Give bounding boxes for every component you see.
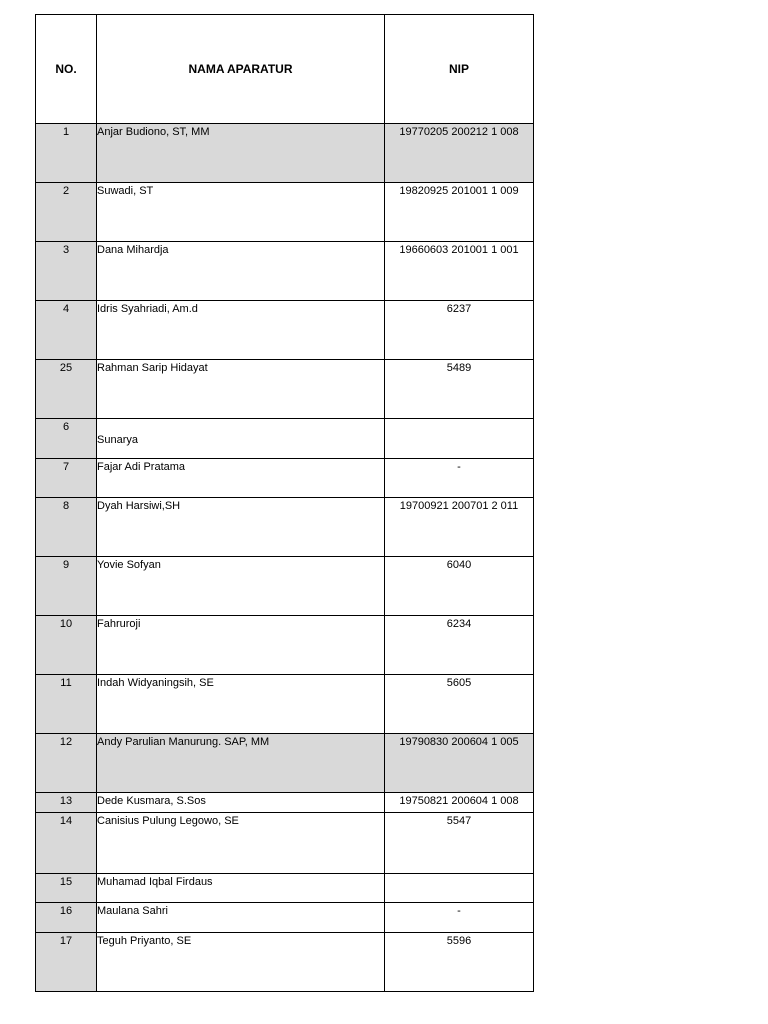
cell-name: Rahman Sarip Hidayat — [97, 360, 385, 419]
cell-no: 9 — [36, 557, 97, 616]
cell-name: Suwadi, ST — [97, 183, 385, 242]
cell-nip — [385, 419, 534, 459]
cell-no: 8 — [36, 498, 97, 557]
cell-name: Maulana Sahri — [97, 903, 385, 933]
table-row — [36, 903, 534, 933]
cell-name: Dyah Harsiwi,SH — [97, 498, 385, 557]
cell-no: 6 — [36, 419, 97, 459]
table-row — [36, 557, 534, 616]
cell-nip: - — [385, 903, 534, 933]
cell-name: Dana Mihardja — [97, 242, 385, 301]
cell-no: 14 — [36, 813, 97, 874]
table-row — [36, 813, 534, 874]
table-row — [36, 360, 534, 419]
table-row — [36, 183, 534, 242]
table-row — [36, 616, 534, 675]
cell-nip: 6040 — [385, 557, 534, 616]
cell-no: 15 — [36, 874, 97, 903]
cell-no: 1 — [36, 124, 97, 183]
cell-name: Anjar Budiono, ST, MM — [97, 124, 385, 183]
cell-no: 17 — [36, 933, 97, 992]
table-row — [36, 498, 534, 557]
cell-no: 16 — [36, 903, 97, 933]
cell-name: Fajar Adi Pratama — [97, 459, 385, 498]
cell-nip: 5489 — [385, 360, 534, 419]
cell-nip: 5547 — [385, 813, 534, 874]
cell-nip: - — [385, 459, 534, 498]
cell-name: Idris Syahriadi, Am.d — [97, 301, 385, 360]
cell-nip: 6237 — [385, 301, 534, 360]
header-name: NAMA APARATUR — [97, 15, 385, 124]
header-no: NO. — [36, 15, 97, 124]
table-row — [36, 734, 534, 793]
cell-no: 11 — [36, 675, 97, 734]
table-row — [36, 124, 534, 183]
cell-no: 3 — [36, 242, 97, 301]
spreadsheet-sheet — [35, 14, 533, 992]
table-row — [36, 933, 534, 992]
table-row — [36, 242, 534, 301]
cell-nip: 19660603 201001 1 001 — [385, 242, 534, 301]
cell-name: Dede Kusmara, S.Sos — [97, 793, 385, 813]
cell-nip: 19820925 201001 1 009 — [385, 183, 534, 242]
cell-nip: 19700921 200701 2 011 — [385, 498, 534, 557]
cell-name: Fahruroji — [97, 616, 385, 675]
cell-nip: 6234 — [385, 616, 534, 675]
cell-no: 2 — [36, 183, 97, 242]
cell-no: 10 — [36, 616, 97, 675]
cell-name: Andy Parulian Manurung. SAP, MM — [97, 734, 385, 793]
cell-nip: 5596 — [385, 933, 534, 992]
cell-no: 7 — [36, 459, 97, 498]
table-row — [36, 675, 534, 734]
table-header-row — [36, 15, 534, 124]
cell-name: Sunarya — [97, 419, 385, 459]
cell-nip: 19770205 200212 1 008 — [385, 124, 534, 183]
cell-no: 12 — [36, 734, 97, 793]
cell-no: 13 — [36, 793, 97, 813]
cell-nip: 19790830 200604 1 005 — [385, 734, 534, 793]
cell-nip — [385, 874, 534, 903]
cell-nip: 19750821 200604 1 008 — [385, 793, 534, 813]
table-row — [36, 793, 534, 813]
cell-name: Muhamad Iqbal Firdaus — [97, 874, 385, 903]
cell-no: 4 — [36, 301, 97, 360]
cell-nip: 5605 — [385, 675, 534, 734]
table-row — [36, 459, 534, 498]
header-nip: NIP — [385, 15, 534, 124]
cell-name: Yovie Sofyan — [97, 557, 385, 616]
cell-name: Indah Widyaningsih, SE — [97, 675, 385, 734]
cell-no: 25 — [36, 360, 97, 419]
cell-name: Teguh Priyanto, SE — [97, 933, 385, 992]
cell-name: Canisius Pulung Legowo, SE — [97, 813, 385, 874]
table-row — [36, 301, 534, 360]
table-row — [36, 874, 534, 903]
aparatur-table — [35, 14, 534, 992]
table-row — [36, 419, 534, 459]
